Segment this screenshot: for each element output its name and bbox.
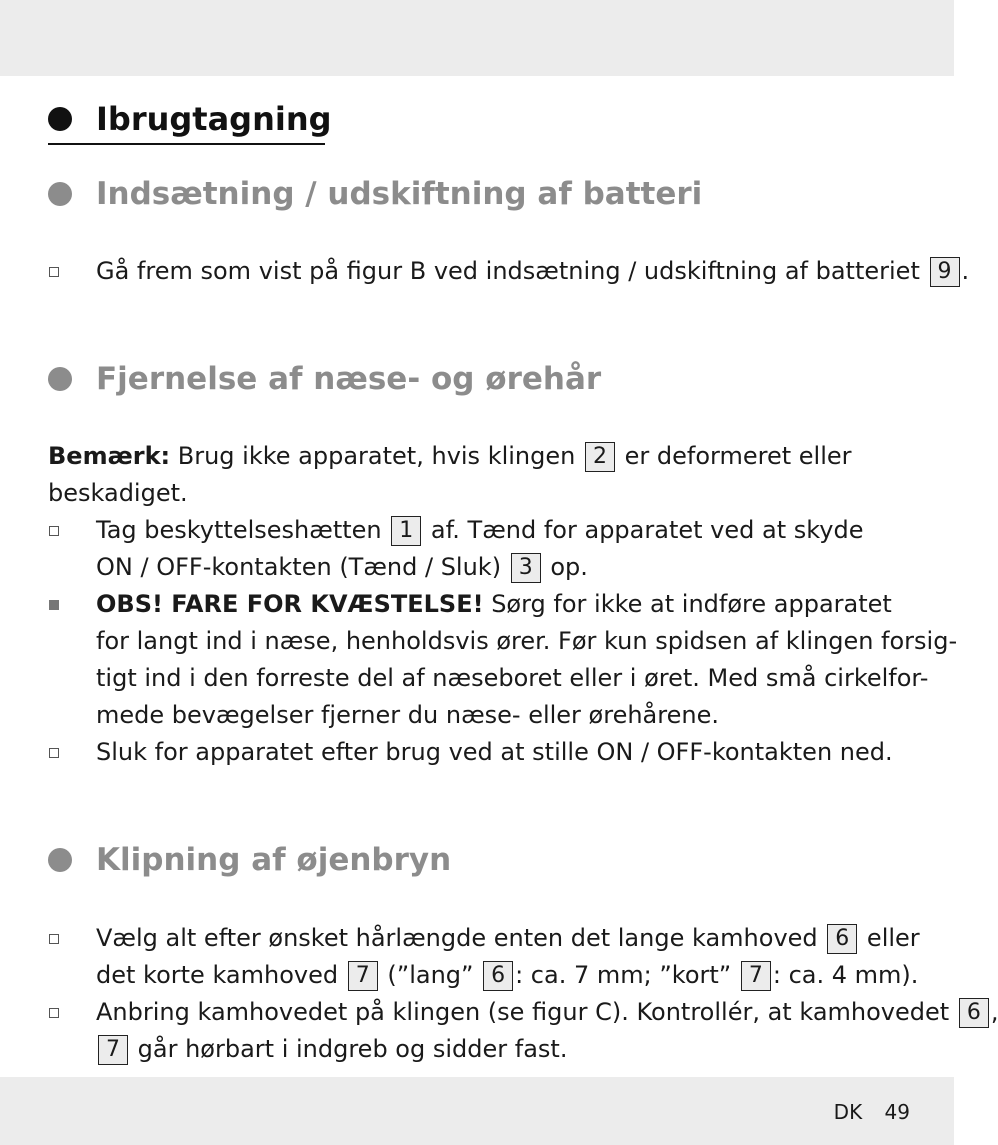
part-ref: 9 [930, 257, 960, 287]
part-ref: 7 [98, 1035, 128, 1065]
brow1-line2: det korte kamhoved 7 (”lang” 6 : ca. 7 mm; ”kort” 7 : ca. 4 mm). [96, 961, 919, 989]
part-ref: 7 [348, 961, 378, 991]
warning-label: OBS! FARE FOR KVÆSTELSE! [96, 590, 484, 618]
heading-bullet-icon [48, 182, 72, 206]
footer-page-number: 49 [884, 1100, 910, 1124]
top-band [0, 0, 954, 76]
heading-underline [48, 143, 325, 145]
step-checkbox-icon [49, 748, 59, 758]
part-ref: 3 [511, 553, 541, 583]
warning-line4: mede bevægelser fjerner du næse- eller ørehårene. [96, 701, 719, 729]
part-ref: 1 [391, 516, 421, 546]
battery-heading-text: Indsætning / udskiftning af batteri [96, 176, 703, 212]
note-cont: beskadiget. [48, 479, 188, 507]
main-heading [48, 100, 332, 138]
brow2-line1: Anbring kamhovedet på klingen (se figur C). Kontrollér, at kamhovedet 6 , [96, 998, 998, 1026]
brow-heading [48, 842, 451, 878]
footer-language: DK [833, 1100, 863, 1124]
brow1-line1: Vælg alt efter ønsket hårlængde enten det lange kamhoved 6 eller [96, 924, 920, 952]
warning-bullet-icon [49, 600, 59, 610]
battery-heading [48, 176, 702, 212]
part-ref: 7 [741, 961, 771, 991]
part-ref: 2 [585, 442, 615, 472]
warning-line1: OBS! FARE FOR KVÆSTELSE! Sørg for ikke at indføre apparatet [96, 590, 892, 618]
warning-line2: for langt ind i næse, henholdsvis ører. Før kun spidsen af klingen forsig- [96, 627, 958, 655]
step-checkbox-icon [49, 526, 59, 536]
main-heading-text: Ibrugtagning [96, 100, 332, 138]
warning-line3: tigt ind i den forreste del af næseboret eller i øret. Med små cirkelfor- [96, 664, 929, 692]
note-label: Bemærk: [48, 442, 171, 470]
step-checkbox-icon [49, 267, 59, 277]
hair-heading [48, 361, 601, 397]
part-ref: 6 [827, 924, 857, 954]
brow2-line2: 7 går hørbart i indgreb og sidder fast. [96, 1031, 567, 1068]
step1-line1: Tag beskyttelseshætten 1 af. Tænd for apparatet ved at skyde [96, 516, 864, 544]
heading-bullet-icon [48, 367, 72, 391]
page-footer [834, 1100, 910, 1124]
step-checkbox-icon [49, 934, 59, 944]
heading-bullet-icon [48, 848, 72, 872]
step-checkbox-icon [49, 1008, 59, 1018]
hair-heading-text: Fjernelse af næse- og ørehår [96, 361, 602, 397]
brow-heading-text: Klipning af øjenbryn [96, 842, 452, 878]
step2: Sluk for apparatet efter brug ved at stille ON / OFF-kontakten ned. [96, 738, 893, 766]
note: Bemærk: Brug ikke apparatet, hvis klingen 2 er deformeret eller [48, 442, 852, 470]
part-ref: 6 [483, 961, 513, 991]
step1-line2: ON / OFF-kontakten (Tænd / Sluk) 3 op. [96, 553, 588, 581]
battery-step: Gå frem som vist på figur B ved indsætning / udskiftning af batteriet 9 . [96, 257, 970, 285]
heading-bullet-icon [48, 107, 72, 131]
part-ref: 6 [959, 998, 989, 1028]
bottom-band [0, 1077, 954, 1145]
